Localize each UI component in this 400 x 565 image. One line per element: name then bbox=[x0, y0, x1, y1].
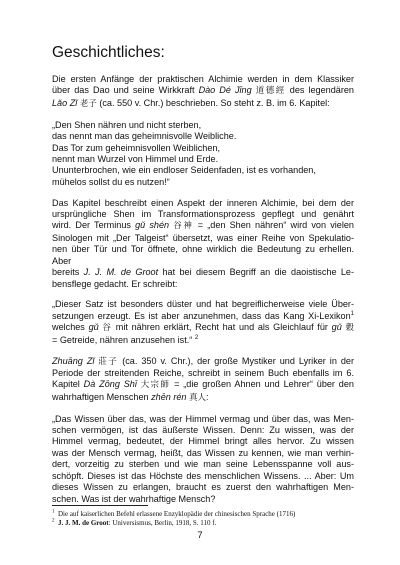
document-page bbox=[52, 44, 354, 514]
text-line: Periode der streitenden Reiche, schreibt in seinem Buch ebenfalls im 6. bbox=[52, 367, 354, 378]
quote-line: setzungen erzeugt. Es ist aber anzunehmen, dass das Kang Xi-Lexikon$^1$ bbox=[52, 310, 354, 321]
quote-line: dieses Wissen zu erlangen, braucht es zuerst den wahrhaftigen Men- bbox=[52, 482, 354, 493]
text-line: bereits J. J. M. de Groot hat bei diesem Begriff an die daoistische Le- bbox=[52, 267, 354, 278]
term: Dào Dé Jīng bbox=[198, 85, 252, 96]
quote-line: schen vermögen, ist das äußerste Wissen. Denn: Zu wissen, was der bbox=[52, 425, 354, 436]
quote-line: „Das Wissen über das, was der Himmel vermag und über das, was Men- bbox=[52, 413, 354, 424]
section-heading: Geschichtliches: bbox=[52, 44, 165, 61]
chinese-characters: 老子 bbox=[79, 98, 97, 109]
quote-line: „Den Shen nähren und nicht sterben, bbox=[52, 119, 202, 130]
text-line: bensflege gedacht. Er schreibt: bbox=[52, 278, 178, 289]
text-line: Kapitel Dà Zōng Shī 大宗師 = „die großen Ahnen und Lehrer“ über den bbox=[52, 379, 354, 391]
text-line: Sinologen mit „Der Talgeist“ übersetzt, was einer Reihe von Spekulatio- bbox=[52, 232, 354, 243]
author-name: J. J. M. de Groot bbox=[83, 267, 159, 278]
footnote-1: $^1$ Die auf kaiserlichen Befehl erlassene Enzyklopädie der chinesischen Sprache (1716) bbox=[52, 509, 296, 518]
commentary-paragraph bbox=[52, 198, 354, 290]
term: gǔ bbox=[331, 322, 342, 333]
text-line: über das Dao und seine Wirkkraft Dào Dé Jīng 道德經 des legendären bbox=[52, 85, 354, 97]
quote-line: mühelos sollst du es nutzen!“ bbox=[52, 176, 170, 187]
text-line: Lǎo Zǐ 老子 (ca. 550 v. Chr.) beschrieben. So steht z. B. im 6. Kapitel: bbox=[52, 97, 330, 109]
intro-paragraph bbox=[52, 74, 354, 110]
term: gǔ bbox=[88, 322, 99, 333]
author-name: J. J. M. de Groot bbox=[58, 519, 109, 527]
text-line: nen über Tür und Tor öffnete, ohne wirklich die Bedeutung zu erhellen. Aber bbox=[52, 244, 354, 266]
chinese-characters: 道德經 bbox=[255, 86, 286, 97]
text-line: Zhuāng Zǐ 莊子 (ca. 350 v. Chr.), der große Mystiker und Lyriker in der bbox=[52, 355, 354, 367]
quote-line: Himmel vermag, bedeutet, der Himmel bringt alles hervor. Zu wissen bbox=[52, 436, 354, 447]
chinese-characters: 穀 bbox=[345, 323, 354, 334]
footnotes bbox=[52, 505, 354, 528]
quote-line: das nennt man das geheimnisvolle Weibliche. bbox=[52, 131, 237, 142]
chinese-characters: 真人 bbox=[189, 392, 207, 403]
chinese-characters: 大宗師 bbox=[140, 380, 171, 391]
quote-line: dert, vorzeitig zu sterben und wie man seine Lebensspanne voll aus- bbox=[52, 459, 354, 470]
text-line: Das Kapitel beschreibt einen Aspekt der inneren Alchimie, bei dem der bbox=[52, 197, 354, 208]
text-line: Die ersten Anfänge der praktischen Alchimie werden in dem Klassiker bbox=[52, 74, 354, 84]
quote-line: Das Tor zum geheimnisvollen Weiblichen, bbox=[52, 142, 220, 153]
term: gǔ shén bbox=[135, 220, 170, 231]
quote-line: schen. Was ist der wahrhaftige Mensch? bbox=[52, 493, 216, 504]
author-name: Zhuāng Zǐ bbox=[52, 355, 95, 366]
text-line: ursprüngliche Shen im Transformationsprozess gepflegt und genährt bbox=[52, 209, 354, 220]
term: Dà Zōng Shī bbox=[83, 379, 137, 390]
chinese-characters: 谷 bbox=[102, 323, 113, 334]
footnote-2: $^2$ J. J. M. de Groot: Universismus, Berlin, 1918, S. 110 f. bbox=[52, 518, 217, 527]
footnote-ref[interactable]: 1 bbox=[350, 310, 354, 317]
quote-line: was der Mensch vermag, heißt, das Wissen zu kennen, wie man verhin- bbox=[52, 447, 354, 458]
quotation-3 bbox=[52, 414, 354, 505]
quotation-2 bbox=[52, 299, 354, 346]
quote-line: = Getreide, nähren anzusehen ist.“ $^2$ bbox=[52, 334, 199, 345]
quote-line: welches gǔ 谷 mit nähren erklärt, Recht hat und als Gleichlauf für gǔ 穀 bbox=[52, 322, 354, 334]
term: Lǎo Zǐ bbox=[52, 97, 78, 108]
footnote-ref[interactable]: 2 bbox=[194, 334, 199, 341]
term: zhēn rén bbox=[151, 391, 187, 402]
chinese-characters: 谷神 bbox=[173, 221, 194, 232]
zhuangzi-paragraph bbox=[52, 356, 354, 405]
text-line: wird. Der Terminus gǔ shén 谷神 = „den Shen nähren“ wird von vielen bbox=[52, 220, 354, 232]
quote-line: schöpft. Dieses ist das Höchste des menschlichen Wissens. ... Aber: Um bbox=[52, 470, 354, 481]
quote-line: nennt man Wurzel von Himmel und Erde. bbox=[52, 153, 219, 164]
quote-line: „Dieser Satz ist besonders düster und hat begreiflicherweise viele Über- bbox=[52, 299, 354, 310]
quote-line: Ununterbrochen, wie ein endloser Seidenfaden, ist es vorhanden, bbox=[52, 165, 316, 176]
text-line: wahrhaftigen Menschen zhēn rén 真人: bbox=[52, 391, 209, 403]
footnote-divider bbox=[52, 505, 148, 506]
page-number: 7 bbox=[197, 530, 203, 541]
quotation-1 bbox=[52, 120, 354, 188]
chinese-characters: 莊子 bbox=[98, 356, 119, 367]
